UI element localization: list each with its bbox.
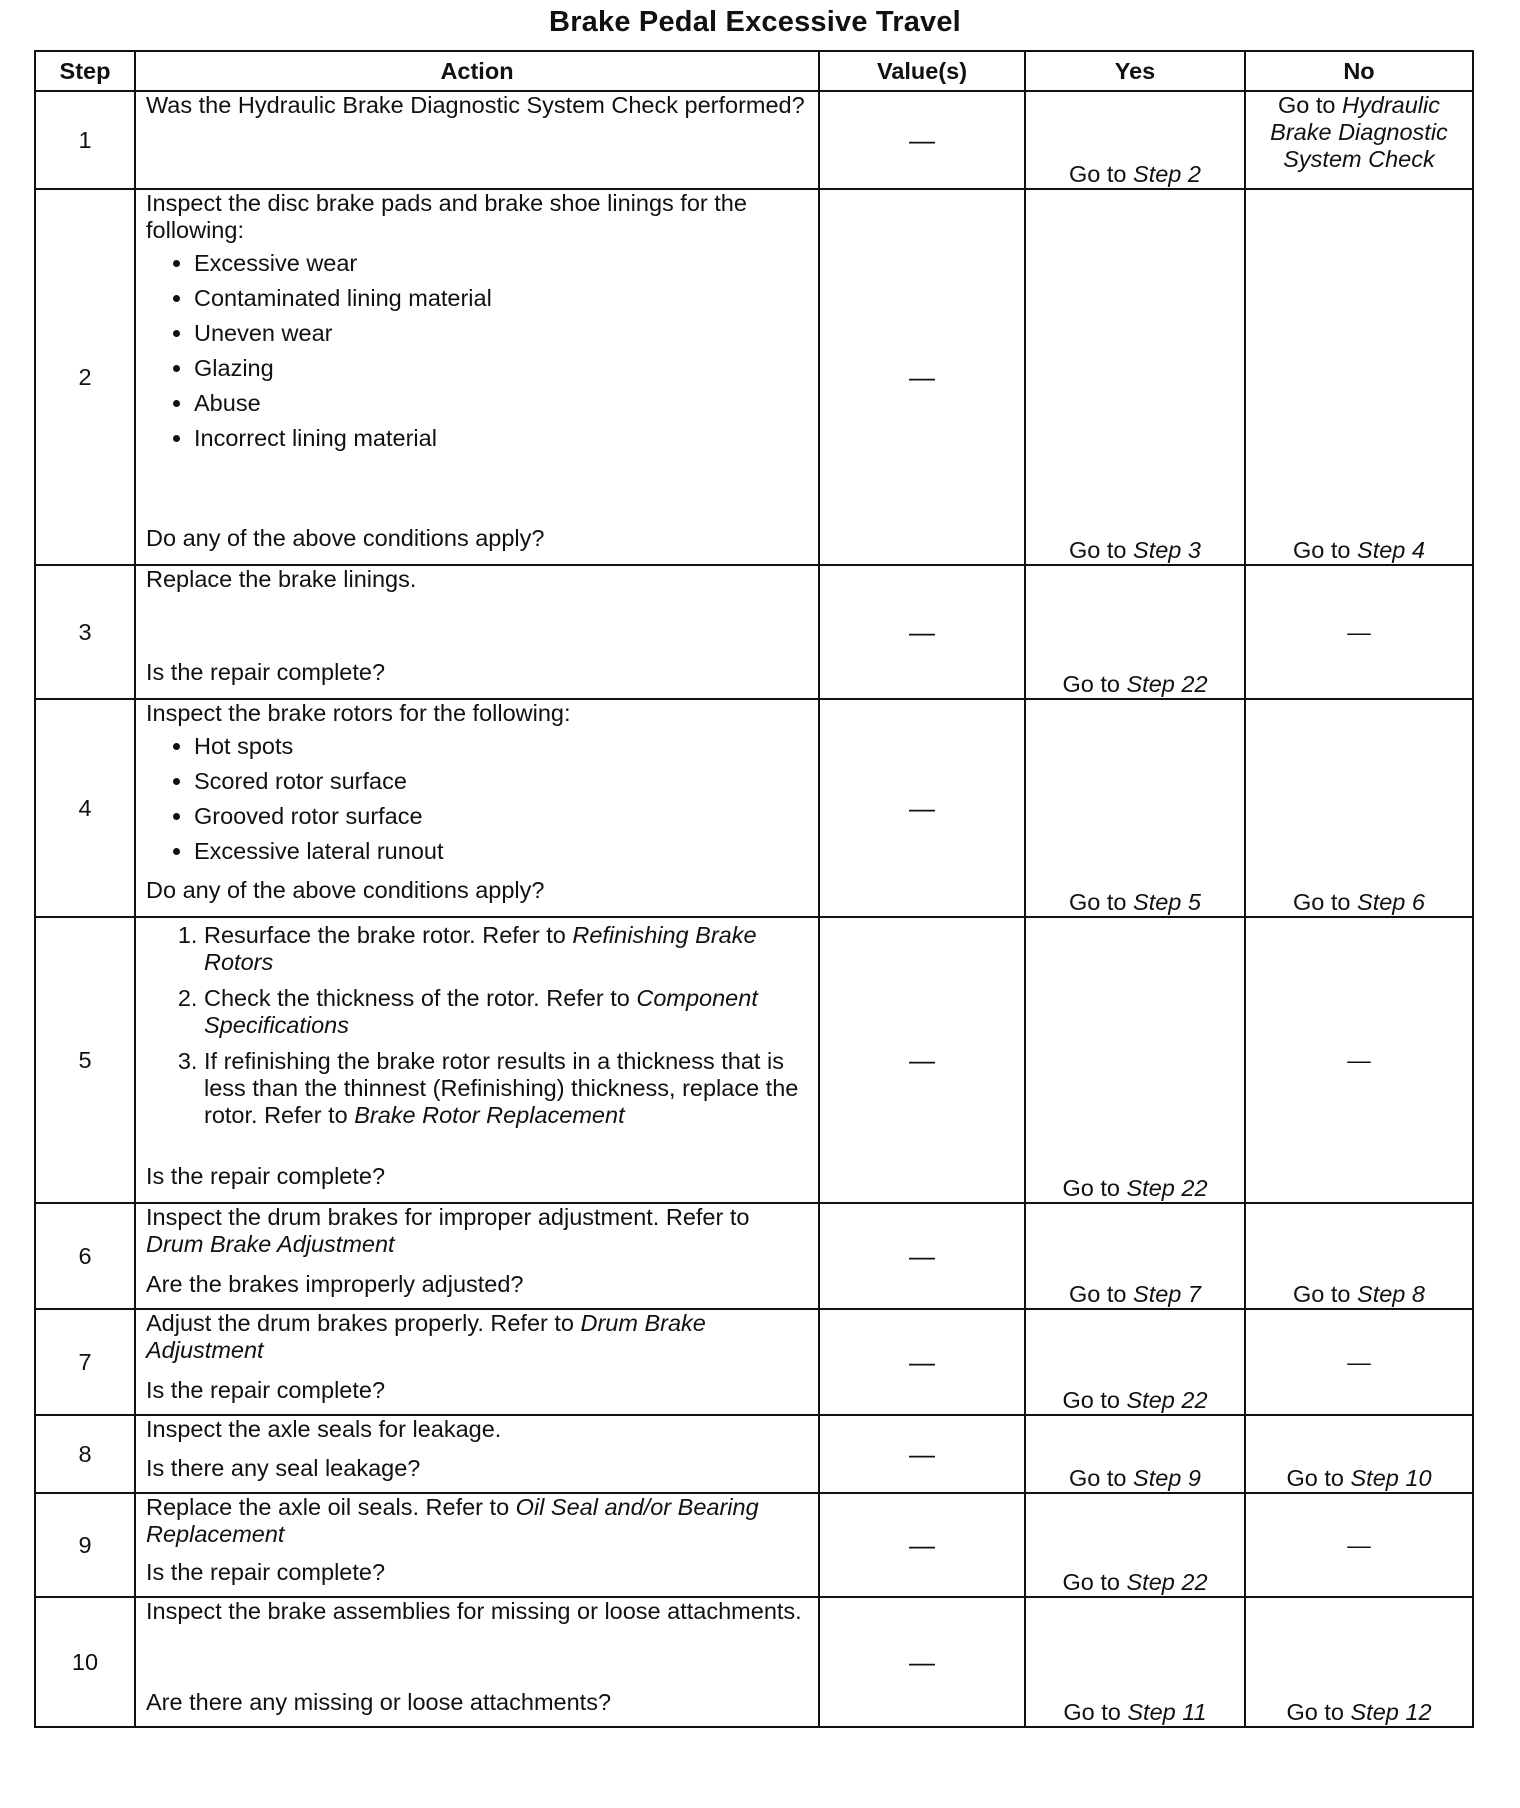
go-to-text: Go to xyxy=(1293,537,1351,563)
table-row xyxy=(35,699,1473,917)
go-to-text: Go to xyxy=(1293,889,1351,915)
list-item: • Excessive lateral runout xyxy=(194,838,808,865)
go-to-text: Go to xyxy=(1062,1569,1120,1595)
yes-target: Step 3 xyxy=(1133,537,1201,563)
action-question: Do any of the above conditions apply? xyxy=(146,877,545,903)
yes-target: Step 22 xyxy=(1126,1175,1208,1201)
action-cell xyxy=(135,1203,819,1309)
list-item: • Hot spots xyxy=(194,733,808,760)
list-item: • Abuse xyxy=(194,390,808,417)
action-question: Is the repair complete? xyxy=(146,1377,386,1403)
action-text-main: Adjust the drum brakes properly. Refer to xyxy=(146,1310,574,1336)
action-reference: Oil Seal and/or Bearing Replacement xyxy=(146,1494,759,1547)
list-item: • Grooved rotor surface xyxy=(194,803,808,830)
action-question: Are the brakes improperly adjusted? xyxy=(146,1271,524,1297)
table-row xyxy=(35,917,1473,1203)
yes-cell xyxy=(1025,189,1245,565)
action-intro: Inspect the disc brake pads and brake shoe linings for the following: xyxy=(146,190,747,243)
action-question: Is the repair complete? xyxy=(146,659,386,685)
list-item xyxy=(204,985,808,1039)
yes-cell xyxy=(1025,917,1245,1203)
action-text xyxy=(146,1310,808,1364)
go-to-text: Go to xyxy=(1062,1175,1120,1201)
yes-target: Step 22 xyxy=(1126,1569,1208,1595)
action-text-main: Replace the axle oil seals. Refer to xyxy=(146,1494,510,1520)
value-cell: — xyxy=(819,91,1025,189)
step-number: 8 xyxy=(35,1415,135,1493)
step-number: 7 xyxy=(35,1309,135,1415)
table-row xyxy=(35,1597,1473,1727)
action-cell xyxy=(135,917,819,1203)
yes-target: Step 11 xyxy=(1127,1699,1207,1725)
step-number: 10 xyxy=(35,1597,135,1727)
step-number: 5 xyxy=(35,917,135,1203)
action-question: Is the repair complete? xyxy=(146,1559,386,1585)
value-cell: — xyxy=(819,699,1025,917)
yes-cell xyxy=(1025,1415,1245,1493)
list-item: • Glazing xyxy=(194,355,808,382)
table-header-row xyxy=(35,51,1473,91)
no-target: Hydraulic Brake Diagnostic System Check xyxy=(1270,92,1448,172)
no-target: Step 8 xyxy=(1357,1281,1425,1307)
no-target: Step 6 xyxy=(1357,889,1425,915)
table-row xyxy=(35,189,1473,565)
go-to-text: Go to xyxy=(1278,92,1336,118)
yes-cell xyxy=(1025,91,1245,189)
value-cell: — xyxy=(819,189,1025,565)
action-text: Inspect the axle seals for leakage. xyxy=(146,1416,502,1442)
list-item: • Scored rotor surface xyxy=(194,768,808,795)
value-cell: — xyxy=(819,1415,1025,1493)
header-no: No xyxy=(1245,51,1473,91)
no-cell xyxy=(1245,1203,1473,1309)
go-to-text: Go to xyxy=(1062,1387,1120,1413)
table-row xyxy=(35,1309,1473,1415)
yes-cell xyxy=(1025,1597,1245,1727)
action-intro: Inspect the brake rotors for the following: xyxy=(146,700,571,726)
no-cell xyxy=(1245,1415,1473,1493)
action-text-main: Inspect the drum brakes for improper adjustment. Refer to xyxy=(146,1204,750,1230)
action-reference: Drum Brake Adjustment xyxy=(146,1231,395,1257)
yes-cell xyxy=(1025,1493,1245,1597)
table-row xyxy=(35,91,1473,189)
step-number: 6 xyxy=(35,1203,135,1309)
action-text: Was the Hydraulic Brake Diagnostic System Check performed? xyxy=(146,92,805,118)
step-number: 1 xyxy=(35,91,135,189)
procedure-text: Check the thickness of the rotor. Refer to xyxy=(204,985,630,1011)
list-item: • Excessive wear xyxy=(194,250,808,277)
yes-target: Step 22 xyxy=(1126,1387,1208,1413)
value-cell: — xyxy=(819,1203,1025,1309)
yes-cell xyxy=(1025,699,1245,917)
action-question: Is there any seal leakage? xyxy=(146,1455,421,1481)
condition-list xyxy=(146,250,808,460)
step-number: 2 xyxy=(35,189,135,565)
no-cell: — xyxy=(1245,1493,1473,1597)
action-cell xyxy=(135,1597,819,1727)
go-to-text: Go to xyxy=(1069,1465,1127,1491)
procedure-reference: Brake Rotor Replacement xyxy=(354,1102,625,1128)
action-cell xyxy=(135,565,819,699)
no-target: Step 4 xyxy=(1357,537,1425,563)
table-row xyxy=(35,565,1473,699)
condition-list xyxy=(146,733,808,873)
yes-cell xyxy=(1025,1203,1245,1309)
table-row xyxy=(35,1493,1473,1597)
action-cell xyxy=(135,1415,819,1493)
yes-cell xyxy=(1025,1309,1245,1415)
list-item xyxy=(204,1048,808,1129)
no-cell: — xyxy=(1245,565,1473,699)
yes-target: Step 7 xyxy=(1133,1281,1201,1307)
go-to-text: Go to xyxy=(1062,671,1120,697)
yes-target: Step 22 xyxy=(1126,671,1208,697)
list-item xyxy=(204,922,808,976)
action-text: Replace the brake linings. xyxy=(146,566,417,592)
action-reference: Drum Brake Adjustment xyxy=(146,1310,706,1363)
no-cell xyxy=(1245,189,1473,565)
action-question: Are there any missing or loose attachments? xyxy=(146,1689,612,1715)
action-cell xyxy=(135,1493,819,1597)
value-cell: — xyxy=(819,917,1025,1203)
step-number: 4 xyxy=(35,699,135,917)
value-cell: — xyxy=(819,1597,1025,1727)
header-action: Action xyxy=(135,51,819,91)
procedure-text: If refinishing the brake rotor results in a thickness that is less than the thinnest (Refinishing) thickness, replace the rotor. Refer to xyxy=(204,1048,799,1128)
header-values: Value(s) xyxy=(819,51,1025,91)
table-row xyxy=(35,1203,1473,1309)
go-to-text: Go to xyxy=(1293,1281,1351,1307)
step-number: 9 xyxy=(35,1493,135,1597)
action-text xyxy=(146,1204,808,1258)
no-cell: — xyxy=(1245,917,1473,1203)
header-step: Step xyxy=(35,51,135,91)
go-to-text: Go to xyxy=(1286,1699,1344,1725)
value-cell: — xyxy=(819,565,1025,699)
yes-target: Step 2 xyxy=(1133,161,1201,187)
list-item: • Contaminated lining material xyxy=(194,285,808,312)
action-text: Inspect the brake assemblies for missing or loose attachments. xyxy=(146,1598,802,1624)
value-cell: — xyxy=(819,1493,1025,1597)
go-to-text: Go to xyxy=(1286,1465,1344,1491)
action-cell xyxy=(135,699,819,917)
go-to-text: Go to xyxy=(1069,537,1127,563)
table-row xyxy=(35,1415,1473,1493)
list-item: • Uneven wear xyxy=(194,320,808,347)
step-number: 3 xyxy=(35,565,135,699)
procedure-reference: Refinishing Brake Rotors xyxy=(204,922,757,975)
go-to-text: Go to xyxy=(1069,161,1127,187)
procedure-reference: Component Specifications xyxy=(204,985,758,1038)
diagnostic-table xyxy=(34,50,1474,1728)
procedure-list xyxy=(146,922,808,1138)
action-text xyxy=(146,1494,808,1548)
go-to-text: Go to xyxy=(1063,1699,1121,1725)
no-cell xyxy=(1245,91,1473,189)
no-target: Step 10 xyxy=(1350,1465,1432,1491)
action-cell xyxy=(135,91,819,189)
value-cell: — xyxy=(819,1309,1025,1415)
list-item: • Incorrect lining material xyxy=(194,425,808,452)
action-question: Is the repair complete? xyxy=(146,1163,386,1189)
go-to-text: Go to xyxy=(1069,889,1127,915)
no-cell: — xyxy=(1245,1309,1473,1415)
yes-target: Step 5 xyxy=(1133,889,1201,915)
yes-target: Step 9 xyxy=(1133,1465,1201,1491)
procedure-text: Resurface the brake rotor. Refer to xyxy=(204,922,566,948)
action-cell xyxy=(135,1309,819,1415)
document-title: Brake Pedal Excessive Travel xyxy=(549,6,961,38)
yes-cell xyxy=(1025,565,1245,699)
go-to-text: Go to xyxy=(1069,1281,1127,1307)
no-cell xyxy=(1245,1597,1473,1727)
action-cell xyxy=(135,189,819,565)
no-target: Step 12 xyxy=(1350,1699,1432,1725)
no-cell xyxy=(1245,699,1473,917)
header-yes: Yes xyxy=(1025,51,1245,91)
action-question: Do any of the above conditions apply? xyxy=(146,525,545,551)
